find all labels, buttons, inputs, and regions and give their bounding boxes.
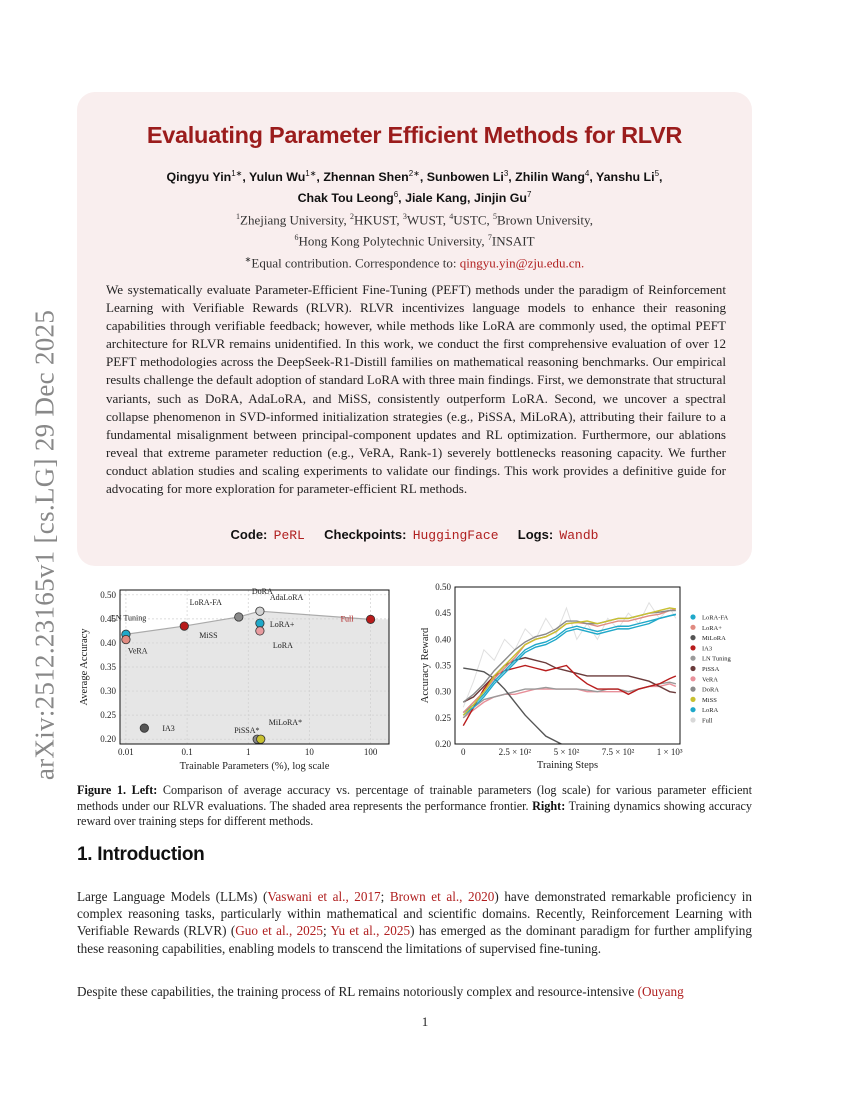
svg-text:LoRA-FA: LoRA-FA	[702, 614, 729, 622]
author-name: Qingyu Yin	[166, 170, 232, 185]
svg-text:0.40: 0.40	[100, 637, 116, 648]
svg-text:0.1: 0.1	[181, 747, 193, 757]
code-link[interactable]: PeRL	[273, 528, 305, 543]
svg-text:PiSSA: PiSSA	[702, 666, 720, 673]
author-name: Jinjin Gu	[473, 191, 527, 206]
svg-text:0.35: 0.35	[100, 662, 116, 672]
svg-text:LoRA+: LoRA+	[702, 624, 722, 632]
svg-text:0.25: 0.25	[435, 712, 451, 723]
author-name: Jiale Kang	[405, 191, 468, 206]
svg-text:2.5 × 10²: 2.5 × 10²	[498, 747, 532, 757]
abstract-text: We systematically evaluate Parameter-Efficient Fine-Tuning (PEFT) methods under the paradigm of Reinforcement Learning with Verifiable Rewards (RLVR). RLVR incentivizes language models to enhance their reasoning capabilities through verifiable feedback; however, while methods like LoRA are commonly used, the optimal PEFT architecture for RLVR remains unidentified. In this work, we conduct the first comprehensive evaluation of over 12 PEFT methodologies across the DeepSeek-R1-Distill families on mathematical reasoning benchmarks. Our empirical results challenge the default adoption of standard LoRA with three main findings. First, we demonstrate that structural variants, such as DoRA, AdaLoRA, and MiSS, consistently outperform LoRA. Second, we uncover a spectral collapse phenomenon in SVD-informed initialization strategies (e.g., PiSSA, MiLoRA), attributing their failure to a fundamental misalignment between principal-component updates and RL optimization. Furthermore, our ablations reveal that extreme parameter reduction (e.g., VeRA, Rank-1) severely bottlenecks reasoning capacity. We further conduct ablation studies and scaling experiments to validate our findings. This work provides a definitive guide for advocating for more exploration for parameter-efficient RL methods.	[106, 282, 726, 497]
author-name: Zhilin Wang	[515, 170, 585, 185]
caption-left-text: Comparison of average accuracy vs. percentage of trainable parameters (log scale) for various parameter efficient methods under our RLVR evaluations. The shaded area represents the performance frontier.	[77, 783, 752, 813]
svg-text:Trainable Parameters (%), log: Trainable Parameters (%), log scale	[179, 761, 330, 772]
svg-text:0.20: 0.20	[100, 734, 116, 745]
svg-text:MiLoRA*: MiLoRA*	[268, 718, 303, 728]
intro-paragraph-2: Despite these capabilities, the training process of RL remains notoriously complex and resource-intensive (Ouyang	[77, 984, 684, 999]
svg-text:1: 1	[246, 747, 251, 757]
citation-link[interactable]: (Ouyang	[637, 984, 684, 999]
svg-text:Full: Full	[702, 717, 713, 725]
section-heading: 1. Introduction	[77, 844, 205, 865]
paper-title: Evaluating Parameter Efficient Methods for RLVR	[146, 122, 683, 148]
svg-text:0.40: 0.40	[435, 634, 451, 645]
svg-text:IA3: IA3	[162, 724, 175, 734]
svg-text:0.45: 0.45	[435, 608, 451, 619]
svg-text:0.35: 0.35	[435, 660, 451, 671]
svg-text:100: 100	[363, 747, 378, 757]
resource-links	[77, 527, 752, 543]
page-number: 1	[421, 1014, 429, 1029]
caption-right-label: Right:	[532, 798, 566, 813]
author-name: Yanshu Li	[596, 170, 655, 185]
abstract-box	[77, 92, 752, 566]
svg-text:LN Tuning: LN Tuning	[110, 613, 147, 623]
logs-label: Logs:	[517, 527, 554, 542]
checkpoints-link[interactable]: HuggingFace	[412, 528, 499, 543]
svg-text:Average Accuracy: Average Accuracy	[79, 628, 90, 706]
svg-text:PiSSA*: PiSSA*	[234, 726, 260, 736]
logs-link[interactable]: Wandb	[559, 528, 599, 543]
svg-text:AdaLoRA: AdaLoRA	[269, 593, 304, 603]
svg-text:Accuracy Reward: Accuracy Reward	[420, 627, 431, 704]
caption-left-label: Left:	[131, 783, 158, 797]
caption-right-text: Training dynamics showing accuracy reward over training steps for different methods.	[77, 798, 752, 828]
accuracy-vs-params-chart	[75, 582, 405, 777]
training-dynamics-chart	[410, 580, 750, 775]
citation-link[interactable]: Brown et al., 2020	[389, 889, 495, 904]
svg-text:0.30: 0.30	[435, 686, 451, 697]
arxiv-stamp: arXiv:2512.23165v1 [cs.LG] 29 Dec 2025	[29, 309, 60, 781]
affiliations: $^1$Zhejiang University, $^2$HKUST, $^3$WUST, $^4$USTC, $^5$Brown University, $^6$Hong Kong Polytechnic University, $^7$INSAIT ∗Equal contribution. Correspondence to: qingyu.yin@zju.edu.cn.	[236, 212, 593, 270]
author-name: Sunbowen Li	[426, 170, 504, 185]
svg-text:0.50: 0.50	[435, 582, 451, 592]
citation-link[interactable]: Yu et al., 2025	[330, 923, 411, 939]
svg-text:LN Tuning: LN Tuning	[702, 655, 731, 663]
svg-text:5 × 10²: 5 × 10²	[553, 747, 580, 757]
svg-text:LoRA-FA: LoRA-FA	[189, 597, 222, 607]
svg-text:7.5 × 10²: 7.5 × 10²	[601, 747, 635, 757]
svg-text:MiSS: MiSS	[199, 631, 218, 641]
svg-text:DoRA: DoRA	[702, 686, 719, 694]
svg-text:1 × 10³: 1 × 10³	[656, 747, 683, 757]
figure-label: Figure 1.	[77, 783, 127, 797]
svg-text:0.25: 0.25	[100, 710, 116, 721]
svg-text:LoRA+: LoRA+	[269, 620, 295, 630]
svg-text:LoRA: LoRA	[272, 640, 293, 650]
checkpoints-label: Checkpoints:	[324, 527, 407, 542]
svg-text:Training Steps: Training Steps	[536, 760, 599, 771]
svg-text:DoRA: DoRA	[251, 587, 273, 597]
svg-text:10: 10	[304, 747, 314, 757]
author-name: Zhennan Shen	[323, 170, 409, 185]
citation-link[interactable]: Vaswani et al., 2017	[267, 889, 381, 904]
svg-text:VeRA: VeRA	[127, 646, 148, 656]
svg-text:0.30: 0.30	[100, 686, 116, 697]
code-label: Code:	[230, 527, 268, 542]
svg-text:MiLoRA: MiLoRA	[702, 635, 726, 643]
svg-text:MiSS: MiSS	[702, 696, 717, 704]
svg-text:VeRA: VeRA	[702, 676, 718, 684]
author-list: Qingyu Yin$^{1∗}$, Yulun $Wu^{1∗}$, Zhennan Shen$^{2∗}$, Sunbowen Li$^3$, Zhilin Wang$^4$, Yanshu Li$^5$, Chak Tou Leong$^6$, Jiale Kang, Jinjin Gu$^7$	[166, 169, 663, 206]
svg-text:0.20: 0.20	[435, 739, 451, 749]
author-name: Chak Tou Leong	[297, 191, 394, 206]
author-name: Yulun Wu	[249, 170, 306, 185]
svg-text:Full: Full	[340, 614, 354, 624]
figure-caption	[77, 783, 752, 830]
svg-text:0.50: 0.50	[100, 589, 116, 600]
svg-text:0.45: 0.45	[100, 613, 116, 624]
intro-paragraph-1: Large Language Models (LLMs) (Vaswani et al., 2017; Brown et al., 2020) have demonstrated remarkable proficiency in complex reasoning tasks, particularly within mathematical and scientific domains. Recently, Reinforcement Learning with Verifiable Rewards (RLVR) (Guo et al., 2025; Yu et al., 2025) has emerged as the dominant paradigm for further amplifying these reasoning capabilities, enabling models to transcend the limitations of supervised fine-tuning.	[77, 889, 752, 956]
email-link[interactable]: qingyu.yin@zju.edu.cn.	[459, 254, 585, 270]
svg-text:IA3: IA3	[702, 645, 713, 653]
citation-link[interactable]: Guo et al., 2025	[235, 923, 323, 939]
svg-text:0: 0	[461, 747, 466, 757]
svg-text:LoRA: LoRA	[702, 707, 719, 715]
svg-text:0.01: 0.01	[118, 747, 134, 757]
